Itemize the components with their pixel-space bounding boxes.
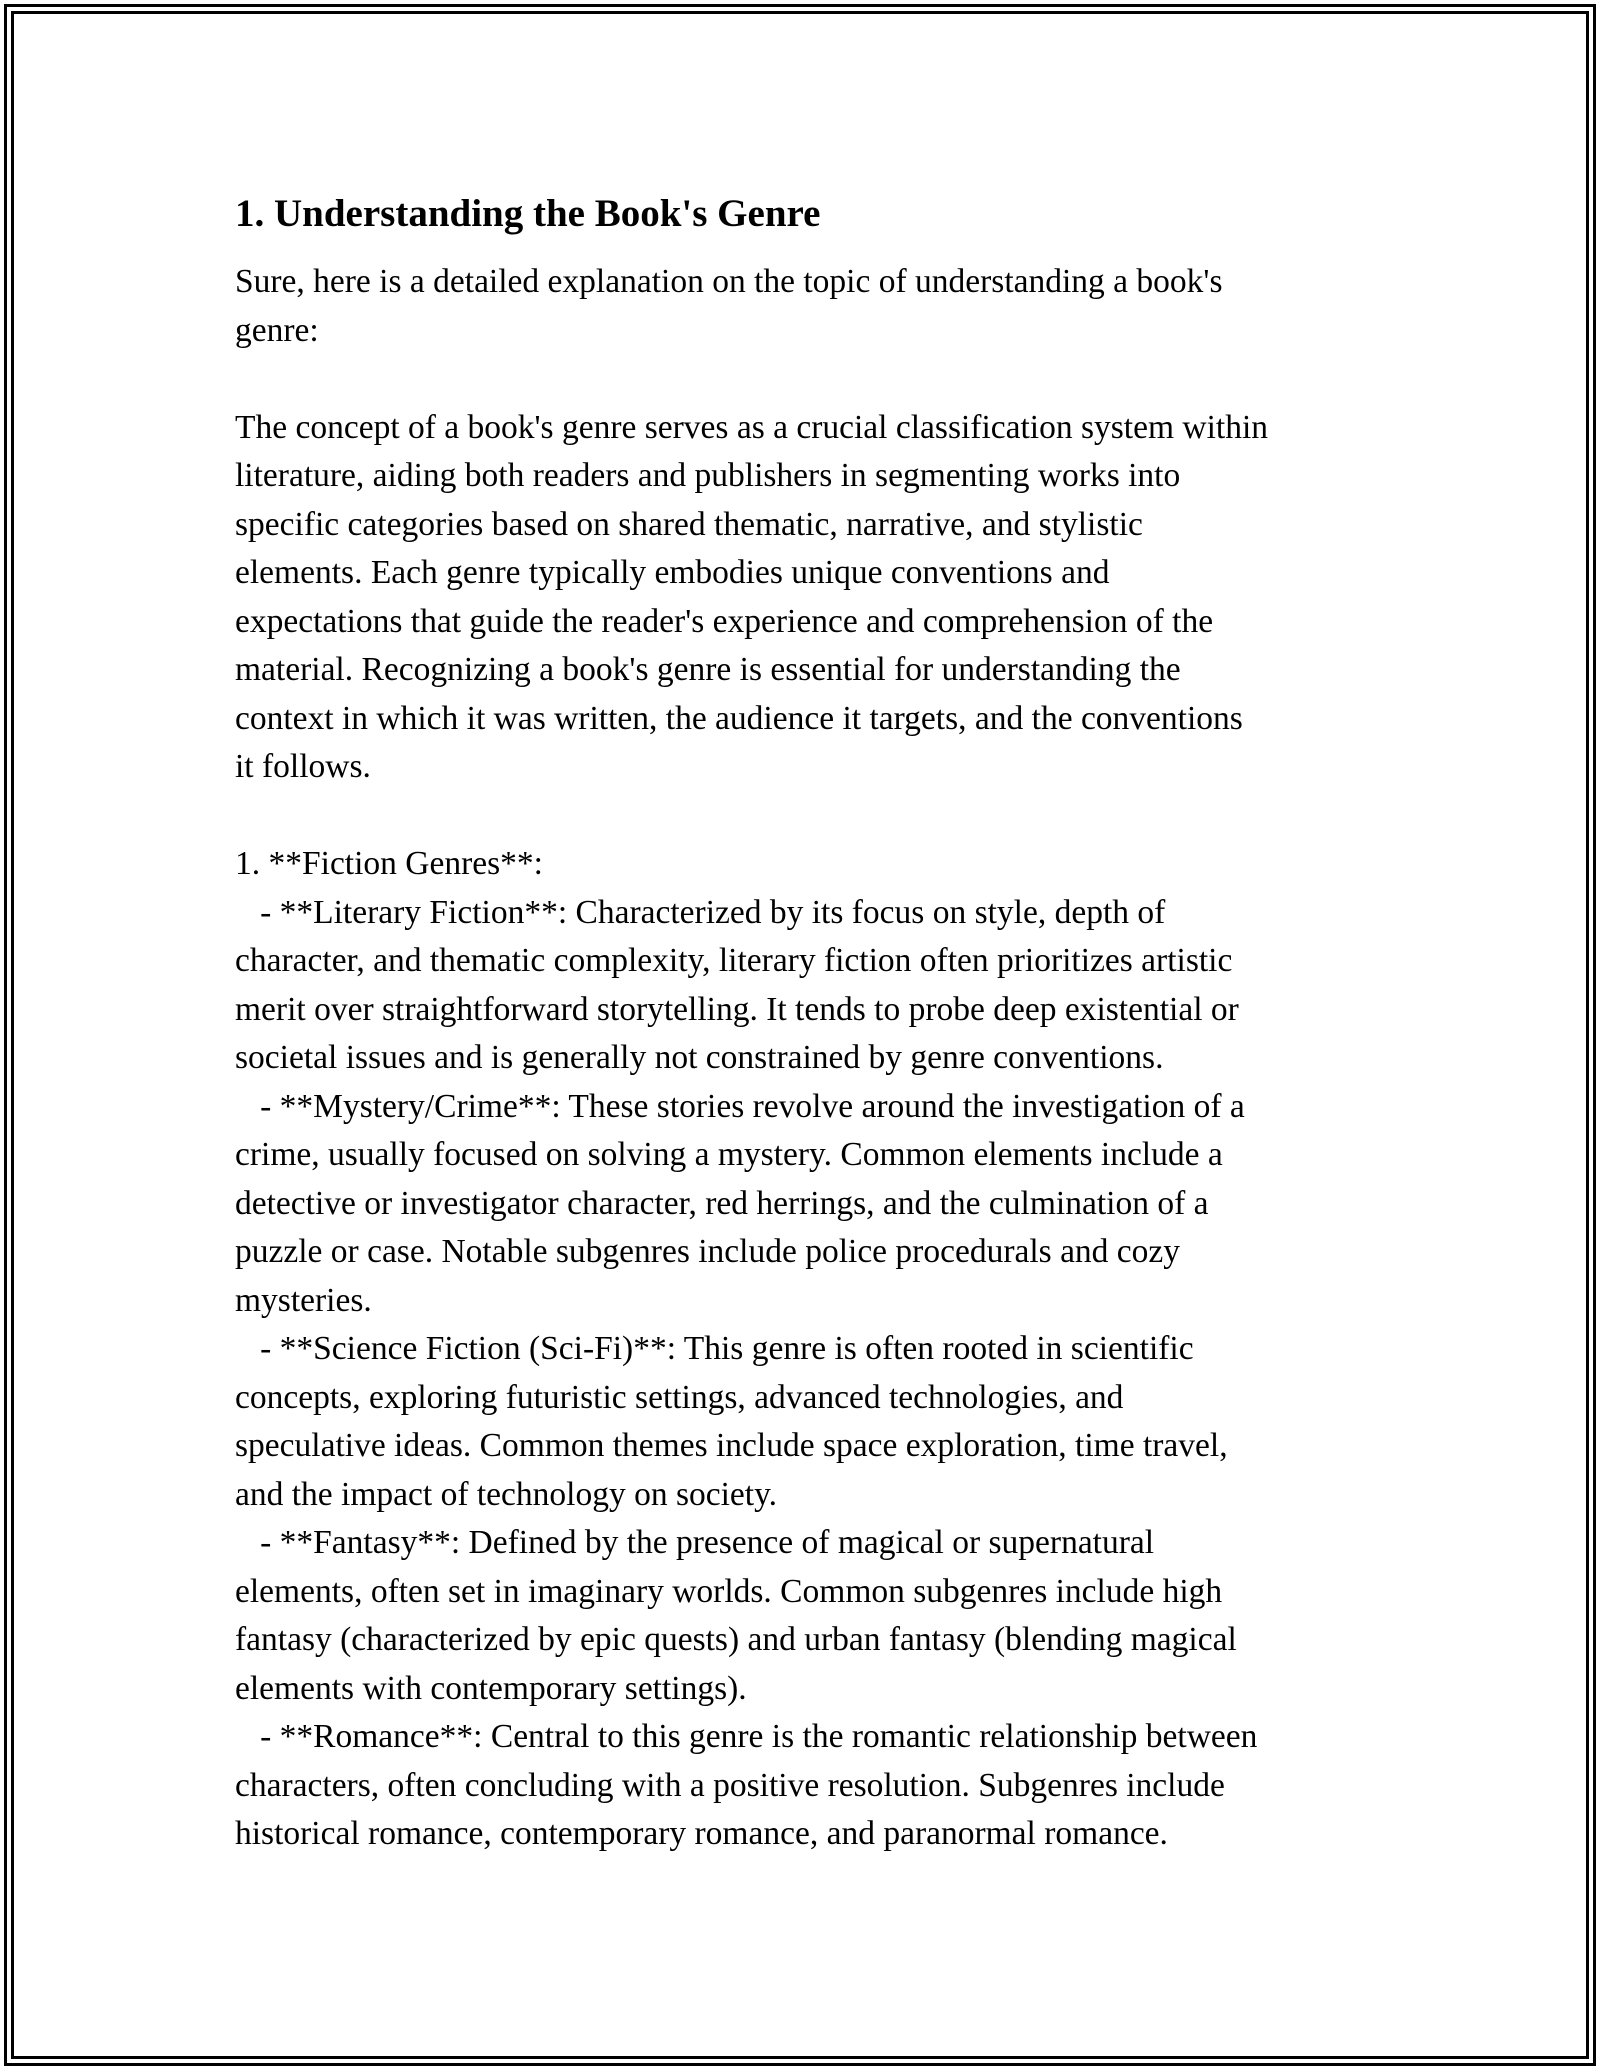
document-content xyxy=(235,190,1375,1859)
section-heading: 1. Understanding the Book's Genre xyxy=(235,192,821,235)
body-text: Sure, here is a detailed explanation on the topic of understanding a book's genre: The concept of a book's genre serves as a crucial classification system within literature, aiding both readers and publishers in segmenting works into specific categories based on shared thematic, narrative, and stylistic elements. Each genre typically embodies unique conventions and expectations that guide the reader's experience and comprehension of the material. Recognizing a book's genre is essential for understanding the context in which it was written, the audience it targets, and the conventions it follows. 1. **Fiction Genres**: - **Literary Fiction**: Characterized by its focus on style, depth of character, and thematic complexity, literary fiction often prioritizes artistic merit over straightforward storytelling. It tends to probe deep existential or societal issues and is generally not constrained by genre conventions. - **Mystery/Crime**: These stories revolve around the investigation of a crime, usually focused on solving a mystery. Common elements include a detective or investigator character, red herrings, and the culmination of a puzzle or case. Notable subgenres include police procedurals and cozy mysteries. - **Science Fiction (Sci-Fi)**: This genre is often rooted in scientific concepts, exploring futuristic settings, advanced technologies, and speculative ideas. Common themes include space exploration, time travel, and the impact of technology on society. - **Fantasy**: Defined by the presence of magical or supernatural elements, often set in imaginary worlds. Common subgenres include high fantasy (characterized by epic quests) and urban fantasy (blending magical elements with contemporary settings). - **Romance**: Central to this genre is the romantic relationship between characters, often concluding with a positive resolution. Subgenres include historical romance, contemporary romance, and paranormal romance. xyxy=(235,263,1269,1852)
